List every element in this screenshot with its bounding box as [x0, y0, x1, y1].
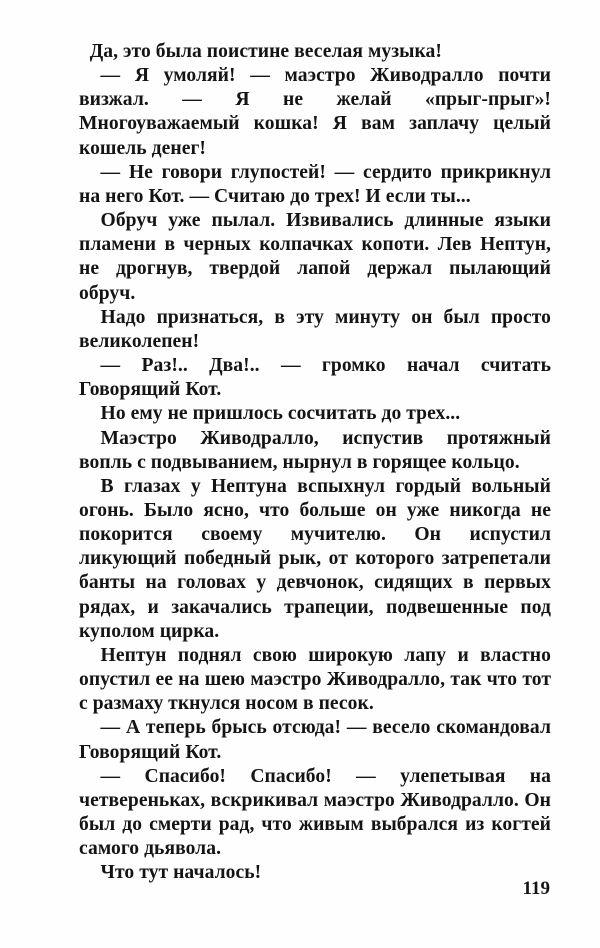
body-text — [79, 40, 551, 885]
paragraph-4: Обруч уже пылал. Извивались длинные языки пламени в черных колпачках копоти. Лев Нептун, не дрогнув, твердой лапой держал пылающий обруч. — [79, 210, 551, 304]
paragraph-1: Да, это была поистине веселая музыка! — [89, 41, 442, 62]
paragraph-6: — Раз!.. Два!.. — громко начал считать Говорящий Кот. — [79, 355, 551, 401]
paragraph-9: В глазах у Нептуна вспыхнул гордый вольный огонь. Было ясно, что больше он уже никогда не покорится своему мучителю. Он испустил ликующий победный рык, от которого затрепетали банты на головах у девчонок, сидящих в первых рядах, и закачались трапеции, подвешенные под куполом цирка. — [79, 475, 551, 642]
paragraph-8: Маэстро Живодралло, испустив протяжный вопль с подвыванием, нырнул в горящее кольцо. — [79, 427, 551, 473]
paragraph-12: — Спасибо! Спасибо! — улепетывая на четвереньках, вскрикивал маэстро Живодралло. Он был до смерти рад, что живым выбрался из когтей самого дьявола. — [79, 765, 551, 860]
paragraph-3: — Не говори глупостей! — сердито прикрикнул на него Кот. — Считаю до трех! И если ты... — [79, 161, 551, 207]
paragraph-13: Что тут началось! — [100, 862, 262, 884]
paragraph-10: Нептун поднял свою широкую лапу и властно опустил ее на шею маэстро Живодралло, так что тот с размаху ткнулся носом в песок. — [79, 644, 551, 715]
paragraph-11: — А теперь брысь отсюда! — весело скомандовал Говорящий Кот. — [79, 717, 551, 763]
paragraph-5: Надо признаться, в эту минуту он был просто великолепен! — [79, 306, 551, 352]
page-number: 119 — [522, 878, 550, 899]
paragraph-7: Но ему не пришлось сосчитать до трех... — [100, 403, 461, 425]
paragraph-2: — Я умоляй! — маэстро Живодралло почти визжал. — Я не желай «прыг-прыг»! Многоуважаемый кошка! Я вам заплачу целый кошель денег! — [79, 65, 551, 159]
